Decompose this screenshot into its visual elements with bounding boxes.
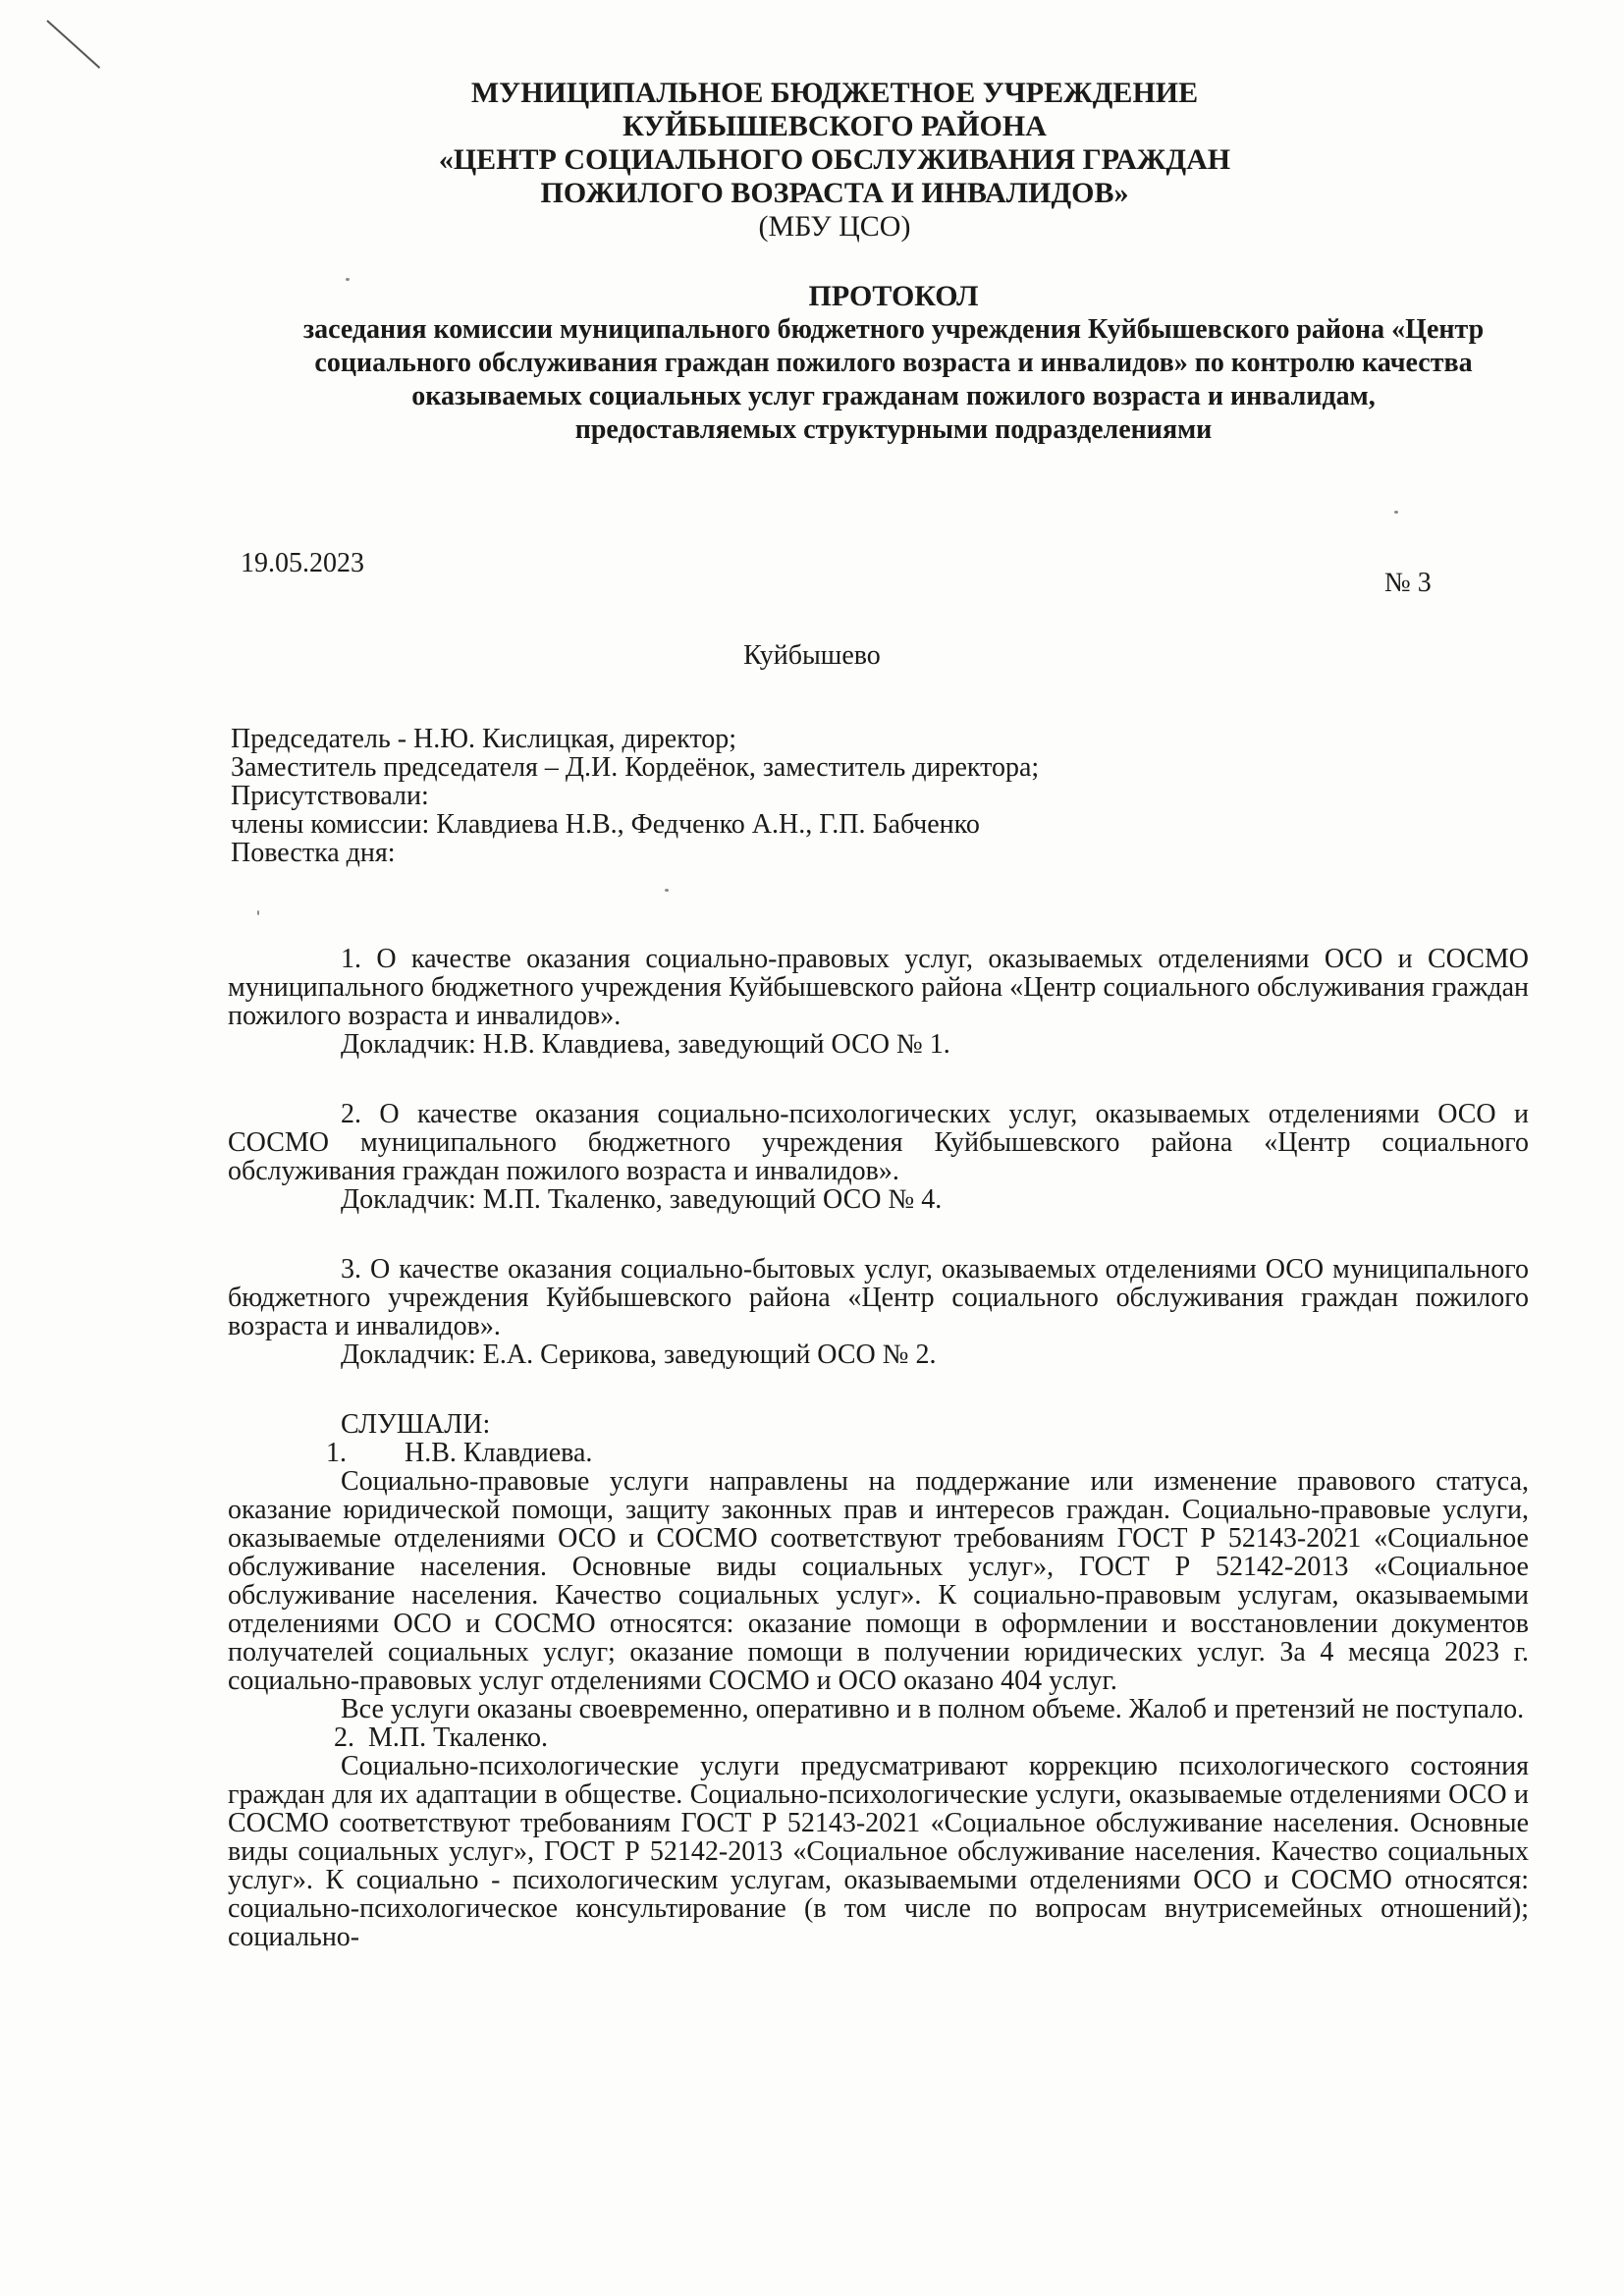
attendees-block — [231, 725, 1527, 867]
heard-speaker-name: М.П. Ткаленко. — [368, 1722, 548, 1753]
agenda-section — [228, 945, 1529, 1951]
protocol-subtitle-line: предоставляемых структурными подразделениями — [574, 414, 1213, 445]
agenda-reporter: Докладчик: М.П. Ткаленко, заведующий ОСО № 4. — [341, 1184, 943, 1215]
heard-paragraph: Социально-правовые услуги направлены на поддержание или изменение правового статуса, оказание юридической помощи, защиту законных прав и интересов граждан. Социально-правовые услуги, оказываемые отделениями ОСО и СОСМО соответствуют требованиям ГОСТ Р 52143-2021 «Социальное обслуживание населения. Основные виды социальных услуг», ГОСТ Р 52142-2013 «Социальное обслуживание населения. Качество социальных услуг». К социально-правовым услугам, оказываемыми отделениями ОСО и СОСМО относятся: оказание помощи в оформлении и восстановлении документов получателей социальных услуг; оказание помощи в получении юридических услуг. За 4 месяца 2023 г. социально-правовых услуг отделениями СОСМО и ОСО оказано 404 услуг. — [228, 1466, 1529, 1696]
deputy-chairman: Заместитель председателя – Д.И. Кордеёнок, заместитель директора; — [231, 752, 1040, 783]
chairman: Председатель - Н.Ю. Кислицкая, директор; — [231, 724, 737, 754]
agenda-item: 2. О качестве оказания социально-психологических услуг, оказываемых отделениями ОСО и СОСМО муниципального бюджетного учреждения Куйбышевского района «Центр социального обслуживания граждан пожилого возраста и инвалидов». — [228, 1099, 1529, 1186]
heard-speaker — [228, 1439, 1529, 1467]
present-label: Присутствовали: — [231, 781, 429, 811]
header-line: КУЙБЫШЕВСКОГО РАЙОНА — [623, 110, 1047, 142]
heard-speaker — [228, 1723, 1529, 1752]
agenda-label: Повестка дня: — [231, 838, 396, 868]
protocol-city: Куйбышево — [743, 640, 881, 671]
heard-paragraph: Социально-психологические услуги предусматривают коррекцию психологического состояния граждан для их адаптации в обществе. Социально-психологические услуги, оказываемые отделениями ОСО и СОСМО соответствуют требованиям ГОСТ Р 52143-2021 «Социальное обслуживание населения. Основные виды социальных услуг», ГОСТ Р 52142-2013 «Социальное обслуживание населения. Качество социальных услуг». К социально - психологическим услугам, оказываемыми отделениями ОСО и СОСМО относятся: социально-психологическое консультирование (в том числе по вопросам внутрисемейных отношений); социально- — [228, 1751, 1529, 1952]
organization-abbreviation: (МБУ ЦСО) — [758, 210, 911, 243]
protocol-date: 19.05.2023 — [241, 548, 364, 578]
header-line: МУНИЦИПАЛЬНОЕ БЮДЖЕТНОЕ УЧРЕЖДЕНИЕ — [470, 77, 1199, 109]
organization-header — [295, 77, 1375, 244]
protocol-subtitle-line: заседания комиссии муниципального бюджетного учреждения Куйбышевского района «Центр — [302, 314, 1485, 345]
committee-members: члены комиссии: Клавдиева Н.В., Федченко А.Н., Г.П. Бабченко — [231, 809, 980, 840]
heard-speaker-number: 1. — [326, 1438, 347, 1468]
heard-speaker-number: 2. — [334, 1722, 354, 1753]
header-line: ПОЖИЛОГО ВОЗРАСТА И ИНВАЛИДОВ» — [540, 177, 1129, 209]
heard-paragraph: Все услуги оказаны своевременно, оперативно и в полном объеме. Жалоб и претензий не поступало. — [341, 1694, 1525, 1724]
agenda-item: 3. О качестве оказания социально-бытовых услуг, оказываемых отделениями ОСО муниципального бюджетного учреждения Куйбышевского района «Центр социального обслуживания граждан пожилого возраста и инвалидов». — [228, 1254, 1529, 1341]
scan-artifact-line — [46, 20, 100, 69]
protocol-subtitle-line: социального обслуживания граждан пожилого возраста и инвалидов» по контролю качества — [314, 348, 1473, 378]
protocol-subtitle-line: оказываемых социальных услуг гражданам пожилого возраста и инвалидам, — [411, 381, 1376, 411]
protocol-number: № 3 — [1384, 568, 1432, 598]
agenda-reporter: Докладчик: Н.В. Клавдиева, заведующий ОСО № 1. — [341, 1029, 950, 1060]
protocol-title-block — [216, 280, 1571, 447]
scan-speck — [1394, 511, 1398, 514]
header-line: «ЦЕНТР СОЦИАЛЬНОГО ОБСЛУЖИВАНИЯ ГРАЖДАН — [438, 143, 1231, 176]
protocol-word: ПРОТОКОЛ — [808, 280, 979, 312]
scan-speck — [257, 910, 259, 915]
heard-speaker-name: Н.В. Клавдиева. — [405, 1438, 593, 1468]
scan-speck — [665, 889, 669, 892]
heard-title: СЛУШАЛИ: — [341, 1409, 491, 1440]
agenda-reporter: Докладчик: Е.А. Серикова, заведующий ОСО № 2. — [341, 1339, 937, 1370]
agenda-item: 1. О качестве оказания социально-правовых услуг, оказываемых отделениями ОСО и СОСМО муниципального бюджетного учреждения Куйбышевского района «Центр социального обслуживания граждан пожилого возраста и инвалидов». — [228, 944, 1529, 1031]
